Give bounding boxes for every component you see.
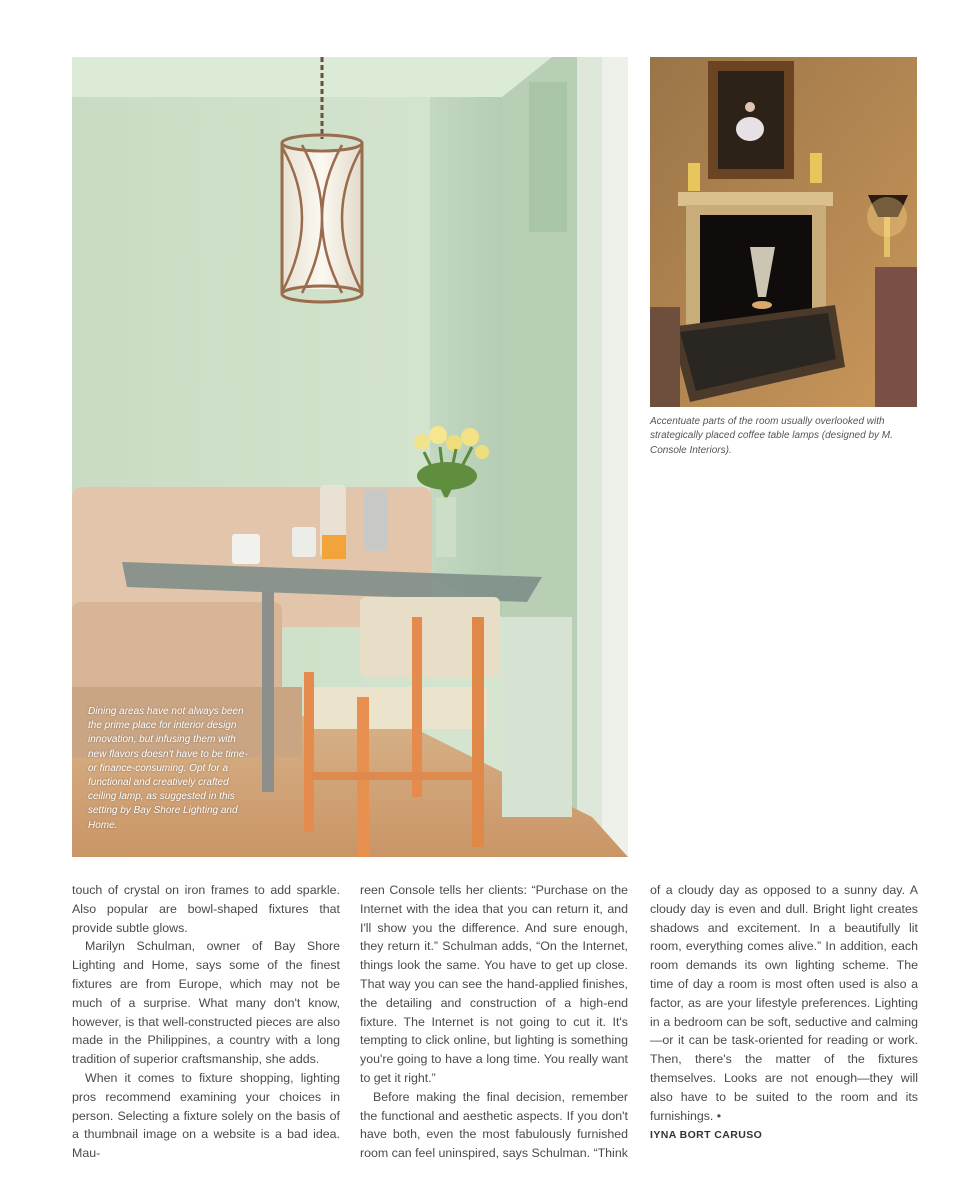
paragraph: When it comes to fixture shopping, lighting pros recommend examining your choices in person. Selecting a fixture solely on the basis of a thumbnail image on a website is a bad idea. Mau- [72,1070,340,1161]
author-byline: IYNA BORT CARUSO [650,1129,763,1141]
paragraph: reen Console tells her clients: “Purchase on the Internet with the idea that you can return it, and I'll show you the difference. And sure enough, they return it.” Schulman adds, “On the Internet, things look the same. You have to get up close. That way you can see the hand-applied finishes, the detailing and construction of a high-end fixture. The Internet is not going to cut it. It's tempting to click online, but lighting is something you're going to have a long time. You really want to get it right.” [360,883,628,1085]
dining-room-photo [72,57,628,857]
paragraph: Marilyn Schulman, owner of Bay Shore Lighting and Home, says some of the finest fixtures are from Europe, which may not be much of a surprise. What many don't know, however, is that well-constructed pieces are also made in the Philippines, a country with a long tradition of superior craftsmanship, she adds. [72,939,340,1067]
side-photo-caption: Accentuate parts of the room usually overlooked with strategically placed coffee table lamps (designed by M. Console Interiors). [650,416,893,456]
paragraph: Before making the final decision, remember the functional and aesthetic aspects. If you don't have both, even the most fabulously furnished room can feel uninspired, says Schulman. “Think [360,1089,628,1161]
text-column-1 [72,881,340,1163]
living-room-illustration [650,57,917,407]
paragraph: of a cloudy day as opposed to a sunny day. A cloudy day is even and dull. Bright light creates shadows and excitement. In a beautifully lit room, everything comes alive.” In addition, each room demands its own lighting scheme. The time of day a room is most often used is also a factor, as are your lifestyle preferences. Lighting in a bedroom can be soft, seductive and calming—or it can be task-oriented for reading or work. Then, there's the matter of the fixtures themselves. Looks are not enough—they will also have to be suited to the room and its furnishings. • [650,883,918,1123]
paragraph: touch of crystal on iron frames to add sparkle. Also popular are bowl-shaped fixtures that provide subtle glows. [72,883,340,935]
text-column-2 [360,881,628,1163]
text-column-3 [650,881,918,1125]
main-photo-caption: Dining areas have not always been the prime place for interior design innovation, but infusing them with new flavors doesn't have to be time- or finance-consuming. Opt for a functional and creatively crafted ceiling lamp, as suggested in this setting by Bay Shore Lighting and Home. [88,706,248,831]
living-room-photo [650,57,917,407]
